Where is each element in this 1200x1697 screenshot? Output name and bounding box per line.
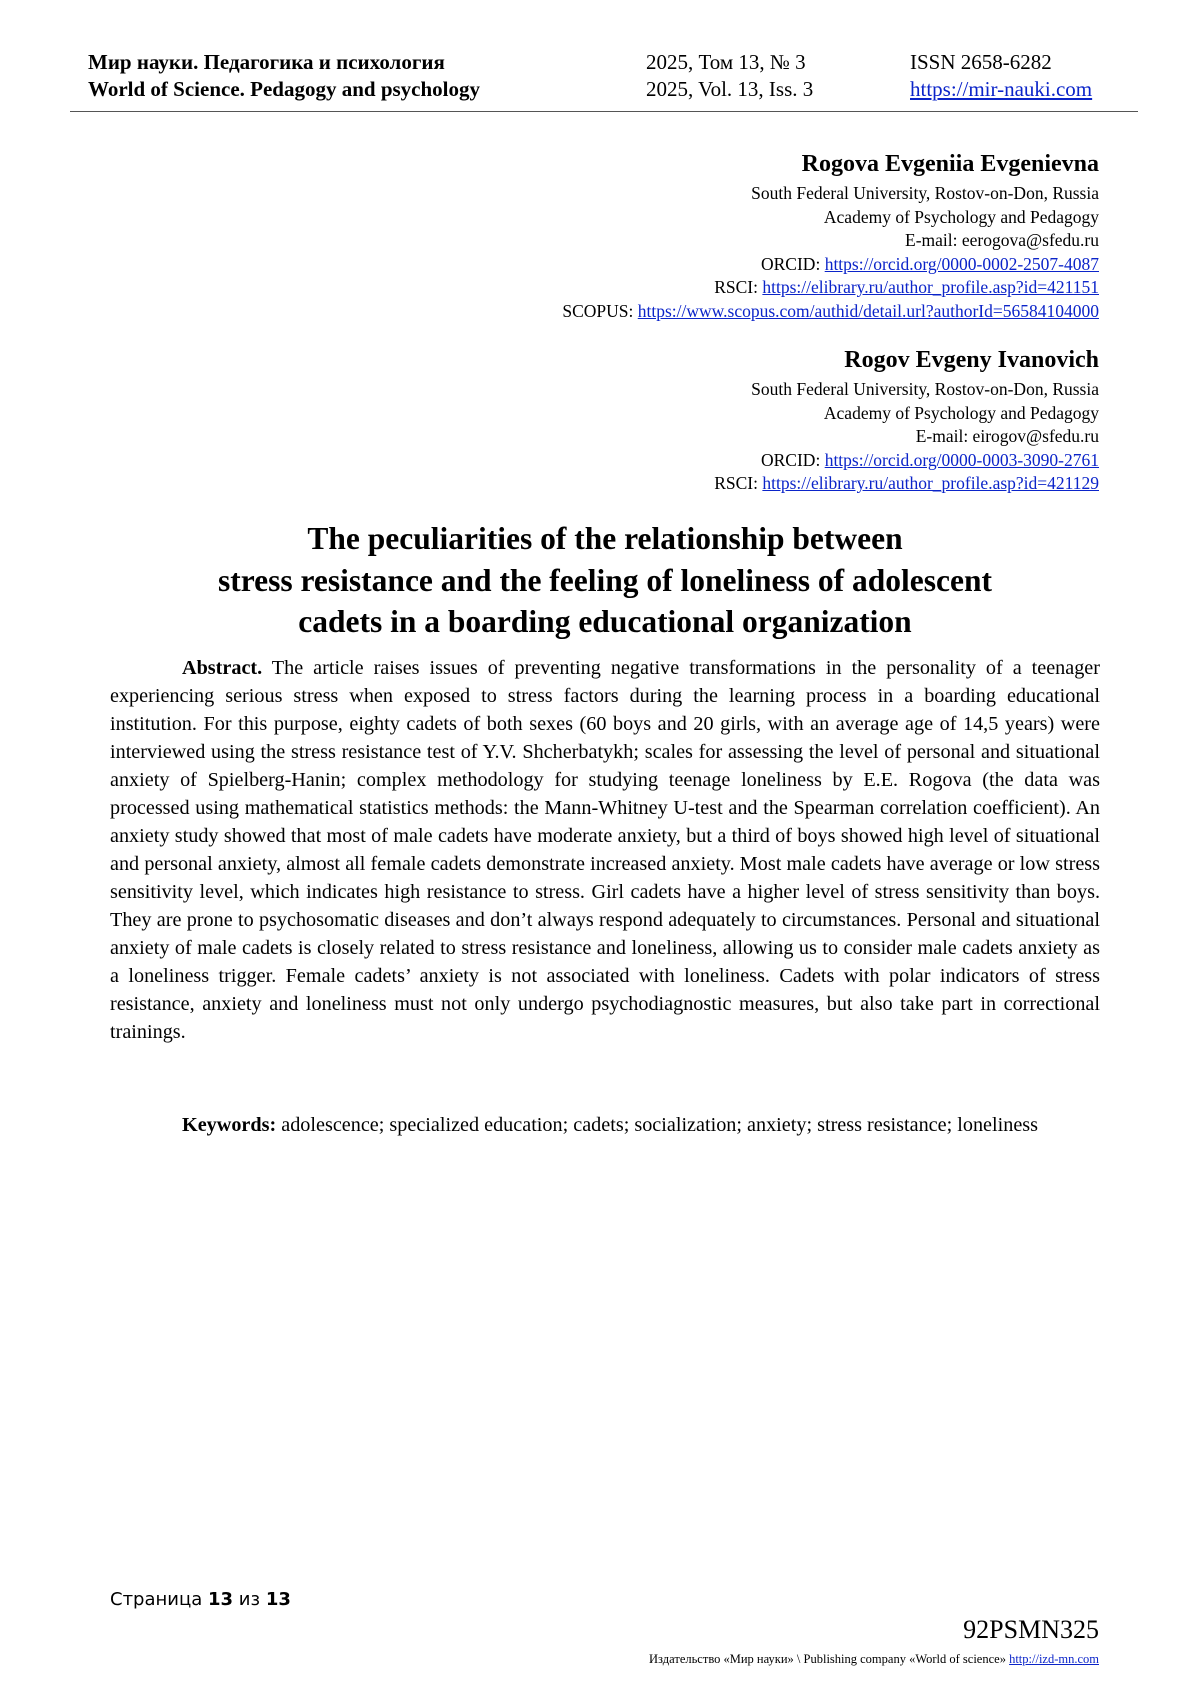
article-code: 92PSMN325 xyxy=(963,1615,1099,1644)
keywords-text: adolescence; specialized education; cadets; socialization; anxiety; stress resistance; loneliness xyxy=(281,1114,1038,1136)
page-number xyxy=(110,1589,291,1610)
author-affiliation: South Federal University, Rostov-on-Don, Russia xyxy=(751,379,1099,399)
author-department: Academy of Psychology and Pedagogy xyxy=(823,206,1099,227)
header-row-en xyxy=(88,77,1138,104)
author-orcid xyxy=(714,449,1099,473)
orcid-link[interactable]: https://orcid.org/0000-0003-3090-2761 xyxy=(824,449,1099,470)
author-department: Academy of Psychology and Pedagogy xyxy=(823,402,1099,423)
page-of: из xyxy=(238,1589,261,1610)
author-email: E-mail: eerogova@sfedu.ru xyxy=(905,230,1099,250)
rsci-label: RSCI: xyxy=(714,473,763,493)
author-affiliation: South Federal University, Rostov-on-Don, Russia xyxy=(751,183,1099,203)
orcid-label: ORCID: xyxy=(761,449,825,470)
abstract-text: The article raises issues of preventing negative transformations in the personality of a teenager experiencing serious stress when exposed to stress factors during the learning process in a boarding educational institution. For this purpose, eighty cadets of both sexes (60 boys and 20 girls, with an average age of 14,5 years) were interviewed using the stress resistance test of Y.V. Shcherbatykh; scales for assessing the level of personal and situational anxiety of Spielberg-Hanin; complex methodology for studying teenage loneliness by E.E. Rogova (the data was processed using mathematical statistics methods: the Mann-Whitney U-test and the Spearman correlation coefficient). An anxiety study showed that most of male cadets have moderate anxiety, but a third of boys showed high level of situational and personal anxiety, almost all female cadets demonstrate increased anxiety. Most male cadets have average or low stress sensitivity level, which indicates high resistance to stress. Girl cadets have a higher level of stress sensitivity than boys. They are prone to psychosomatic diseases and don’t always respond adequately to circumstances. Personal and situational anxiety of male cadets is closely related to stress resistance and loneliness, allowing us to consider male cadets anxiety as a loneliness trigger. Female cadets’ anxiety is not associated with loneliness. Cadets with polar indicators of stress resistance, anxiety and loneliness must not only undergo psychodiagnostic measures, but also take part in correctional trainings. xyxy=(110,657,1100,1043)
header-divider xyxy=(70,111,1138,112)
author-email: E-mail: eirogov@sfedu.ru xyxy=(915,426,1099,446)
journal-title-ru: Мир науки. Педагогика и психология xyxy=(88,50,445,74)
page-current: 13 xyxy=(208,1589,234,1610)
author-name: Rogov Evgeny Ivanovich xyxy=(844,347,1099,373)
keywords-label: Keywords: xyxy=(182,1114,277,1136)
page-prefix: Страница xyxy=(110,1589,203,1610)
journal-title-en: World of Science. Pedagogy and psychology xyxy=(88,77,481,101)
title-line-3: cadets in a boarding educational organization xyxy=(298,604,912,639)
journal-header xyxy=(88,50,1138,104)
rsci-label: RSCI: xyxy=(714,277,763,297)
author-orcid xyxy=(562,253,1099,277)
issue-en: 2025, Vol. 13, Iss. 3 xyxy=(646,77,814,101)
scopus-label: SCOPUS: xyxy=(562,300,638,321)
article-title xyxy=(110,518,1100,643)
title-line-1: The peculiarities of the relationship between xyxy=(307,521,903,556)
orcid-label: ORCID: xyxy=(761,253,825,274)
publisher-line xyxy=(649,1652,1099,1667)
author-scopus xyxy=(562,300,1099,324)
publisher-link[interactable]: http://izd-mn.com xyxy=(1009,1652,1099,1666)
issn: ISSN 2658-6282 xyxy=(910,50,1052,74)
rsci-link[interactable]: https://elibrary.ru/author_profile.asp?id=421129 xyxy=(762,473,1099,493)
page-total: 13 xyxy=(265,1589,291,1610)
issue-ru: 2025, Том 13, № 3 xyxy=(646,50,806,74)
abstract-label: Abstract. xyxy=(182,657,263,679)
orcid-link[interactable]: https://orcid.org/0000-0002-2507-4087 xyxy=(824,253,1099,274)
rsci-link[interactable]: https://elibrary.ru/author_profile.asp?id=421151 xyxy=(762,277,1099,297)
header-row-ru xyxy=(88,50,1138,77)
author-name: Rogova Evgeniia Evgenievna xyxy=(801,151,1099,177)
journal-site-link[interactable]: https://mir-nauki.com xyxy=(910,77,1093,101)
keywords xyxy=(110,1111,1100,1139)
author-rsci xyxy=(562,276,1099,300)
publisher-text: Издательство «Мир науки» \ Publishing company «World of science» xyxy=(649,1652,1010,1666)
scopus-link[interactable]: https://www.scopus.com/authid/detail.url?authorId=56584104000 xyxy=(637,300,1099,321)
author-block-2 xyxy=(714,343,1099,496)
author-rsci xyxy=(714,472,1099,496)
abstract xyxy=(110,654,1100,1046)
title-line-2: stress resistance and the feeling of loneliness of adolescent xyxy=(217,562,993,598)
author-block-1 xyxy=(562,147,1099,323)
